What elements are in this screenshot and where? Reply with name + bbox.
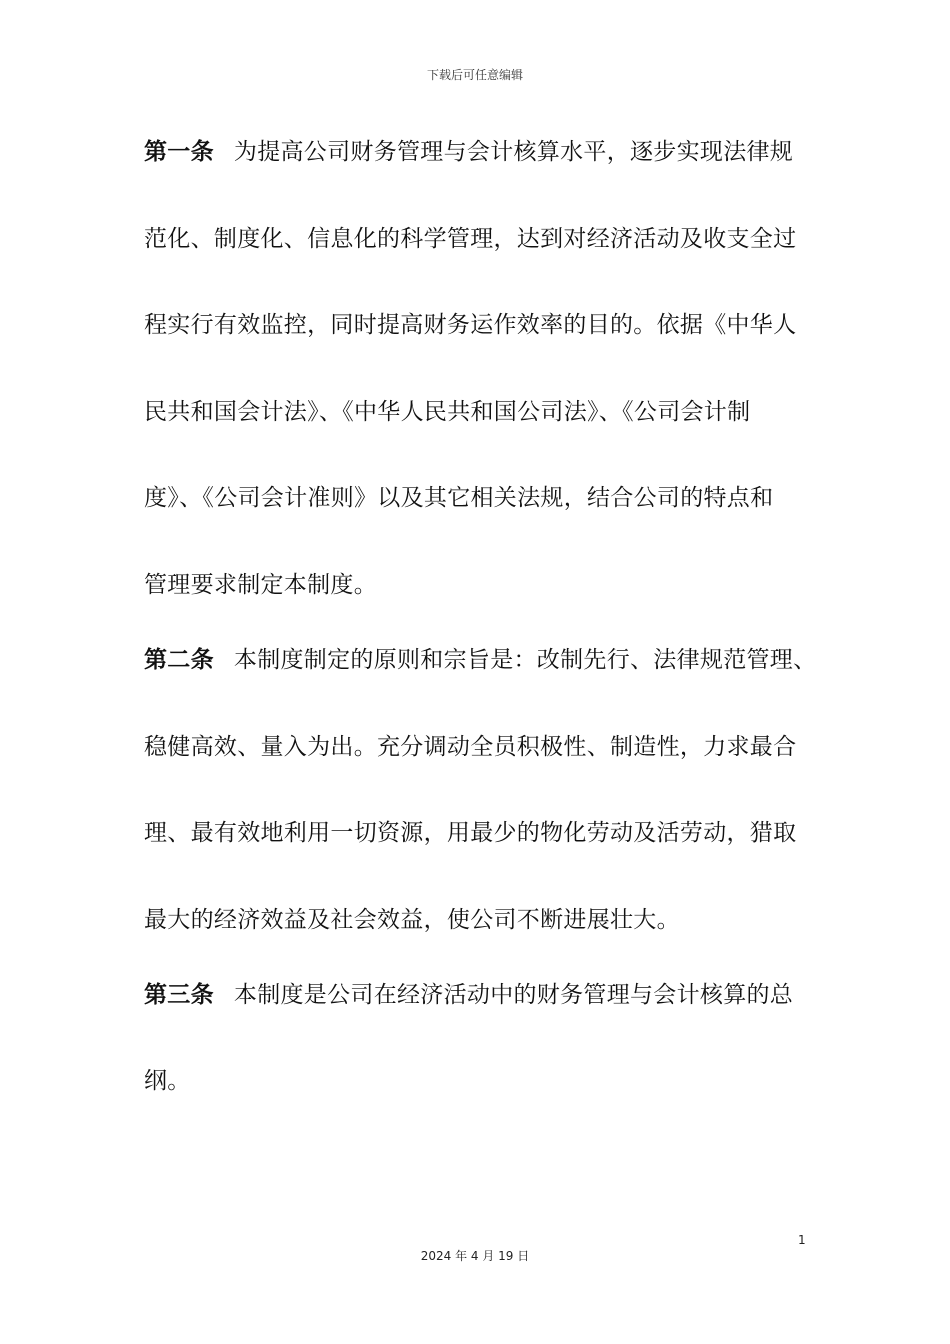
article-1-line-5: 度》、《公司会计准则》以及其它相关法规，结合公司的特点和: [144, 485, 774, 511]
article-2-line-4: 最大的经济效益及社会效益，使公司不断进展壮大。: [144, 907, 680, 933]
article-1-line-4: 民共和国会计法》、《中华人民共和国公司法》、《公司会计制: [144, 399, 751, 425]
article-1-line-1: [144, 137, 793, 167]
page-number: 1: [798, 1233, 806, 1247]
article-2-line-2: 稳健高效、量入为出。充分调动全员积极性、制造性，力求最合: [144, 734, 797, 760]
article-3-number: 第三条: [144, 982, 214, 1008]
article-1-line-2: 范化、制度化、信息化的科学管理，达到对经济活动及收支全过: [144, 226, 797, 252]
article-2-number: 第二条: [144, 647, 214, 673]
article-2-line-1: [144, 645, 816, 675]
article-2-line-3: 理、最有效地利用一切资源，用最少的物化劳动及活劳动，猎取: [144, 820, 797, 846]
article-1-line-3: 程实行有效监控，同时提高财务运作效率的目的。依据《中华人: [144, 312, 797, 338]
page-footer-date: 2024 年 4 月 19 日: [420, 1249, 530, 1263]
article-3-line-2: 纲。: [144, 1068, 191, 1094]
article-3-text: 本制度是公司在经济活动中的财务管理与会计核算的总: [233, 982, 794, 1008]
article-1-number: 第一条: [144, 139, 214, 165]
article-1-line-6: 管理要求制定本制度。: [144, 572, 377, 598]
article-1-text: 为提高公司财务管理与会计核算水平，逐步实现法律规: [233, 139, 794, 165]
page-header: 下载后可任意编辑: [426, 68, 523, 82]
article-3-line-1: [144, 980, 793, 1010]
article-2-text: 本制度制定的原则和宗旨是：改制先行、法律规范管理、: [233, 647, 817, 673]
